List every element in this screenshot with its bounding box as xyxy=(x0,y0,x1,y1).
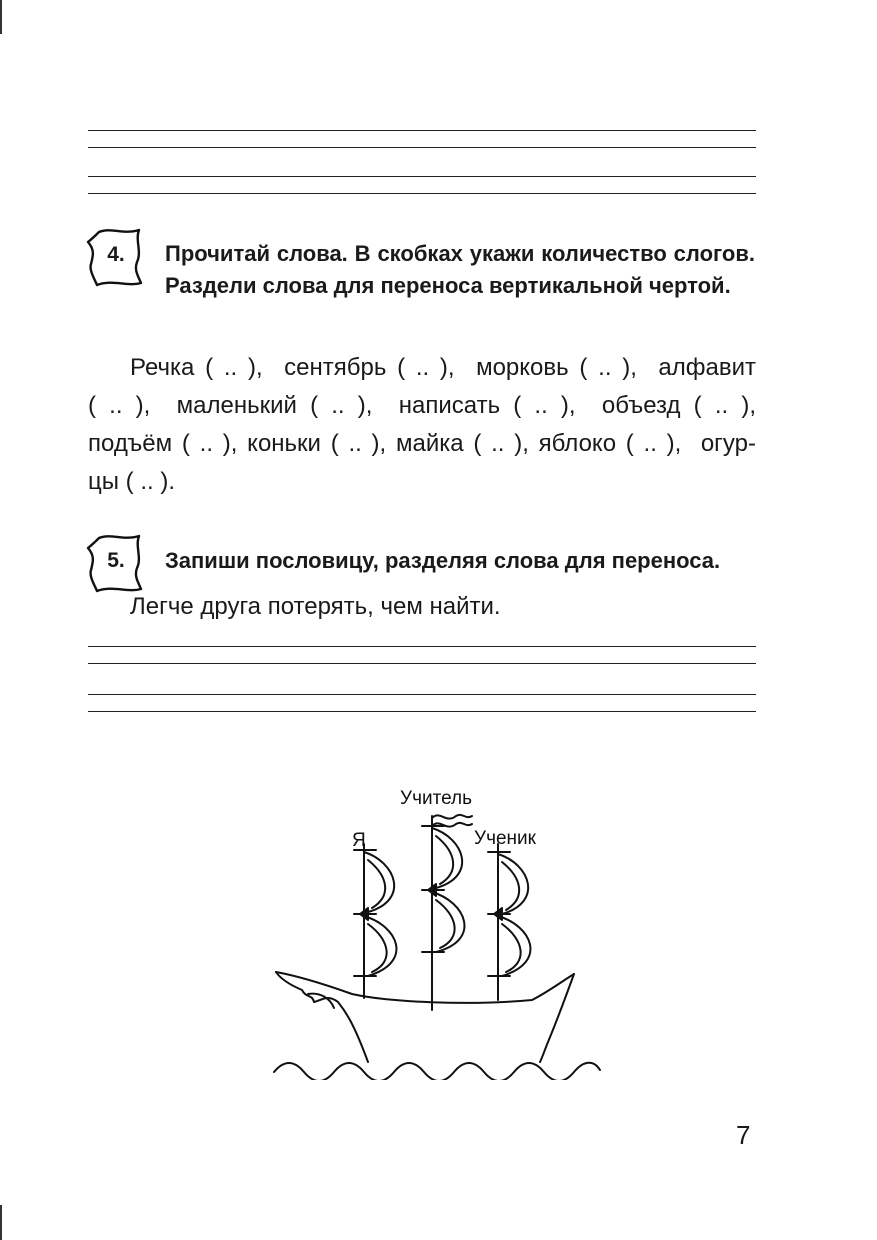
writing-line xyxy=(88,663,756,664)
writing-line xyxy=(88,193,756,194)
crop-mark-top xyxy=(0,0,2,34)
writing-line xyxy=(88,646,756,647)
exercise-4-text-line: Речка ( .. ), сентябрь ( .. ), морковь ( .. ), алфавит xyxy=(130,354,756,381)
label-teacher: Учитель xyxy=(400,788,472,809)
exercise-4-text-line: ( .. ), маленький ( .. ), написать ( .. ), объезд ( .. ), xyxy=(88,392,756,419)
label-student: Ученик xyxy=(474,828,536,849)
writing-line xyxy=(88,694,756,695)
label-me: Я xyxy=(352,830,366,851)
proverb-text: Легче друга потерять, чем найти. xyxy=(130,593,501,620)
sailing-ship-icon xyxy=(268,780,608,1080)
ship-illustration xyxy=(268,780,608,1085)
exercise-4-text-line: цы ( .. ). xyxy=(88,468,175,495)
exercise-4-words xyxy=(88,349,756,501)
exercise-4-text-line: подъём ( .. ), коньки ( .. ), майка ( .. ), яблоко ( .. ), огур- xyxy=(88,430,756,457)
exercise-5-proverb xyxy=(88,588,756,626)
crop-mark-bottom xyxy=(0,1205,2,1240)
exercise-5-badge xyxy=(85,532,147,594)
exercise-4-badge xyxy=(85,226,147,288)
writing-line xyxy=(88,711,756,712)
writing-line xyxy=(88,130,756,131)
writing-lines-top xyxy=(88,130,756,200)
exercise-4-instruction: Прочитай слова. В скобках укажи количество слогов. Раздели слова для переноса вертикальной чертой. xyxy=(165,241,755,298)
exercise-5-instruction: Запиши пословицу, разделяя слова для переноса. xyxy=(165,548,721,573)
writing-lines-bottom xyxy=(88,646,756,716)
writing-line xyxy=(88,147,756,148)
exercise-5-number: 5. xyxy=(107,549,125,572)
exercise-4-number: 4. xyxy=(107,243,125,266)
writing-line xyxy=(88,176,756,177)
page-number: 7 xyxy=(736,1120,751,1150)
